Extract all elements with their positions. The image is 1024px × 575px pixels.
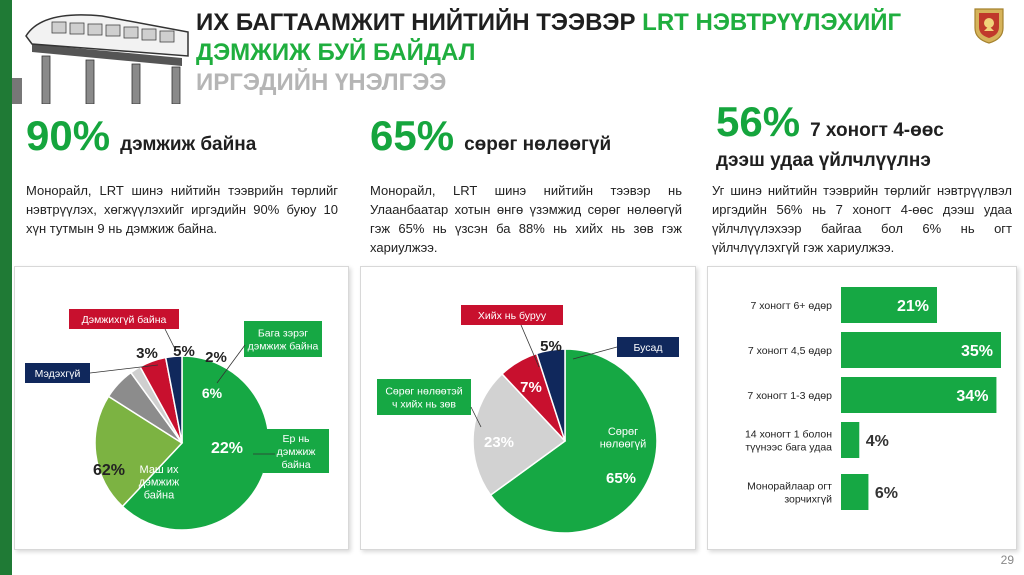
stat-support <box>26 112 256 160</box>
page-title-line1 <box>196 8 956 38</box>
pie1-value-6: 6% <box>201 385 223 401</box>
bar3-value-4: 6% <box>874 485 898 502</box>
title-prefix: ИХ БАГТААМЖИТ НИЙТИЙН ТЭЭВЭР <box>196 9 636 36</box>
page-number: 29 <box>1000 553 1014 567</box>
pie1-label-unknown: Мэдэхгүй <box>34 368 81 380</box>
bar3-category-3: 14 хоногт 1 болон түүнээс бага удаа <box>744 428 832 454</box>
bar3-value-1: 35% <box>960 343 993 360</box>
left-accent-bar <box>0 0 12 575</box>
pie2-value-5: 5% <box>540 338 562 355</box>
stat-frequency-label-line2: дээш удаа үйлчлүүлнэ <box>716 150 931 171</box>
title-block <box>196 8 956 98</box>
pie2-value-65: 65% <box>605 470 637 487</box>
pie2-label-other: Бусад <box>633 342 663 354</box>
pie2-label-effect-ok: Сөрөг нөлөөтэй ч хийх нь зөв <box>385 385 463 411</box>
bar3-bar-4 <box>841 474 868 510</box>
stat-frequency <box>716 98 944 146</box>
pie2-label-wrong: Хийх нь буруу <box>477 310 547 322</box>
pie2-value-23: 23% <box>483 434 515 451</box>
support-pie-chart <box>15 267 348 549</box>
page-title-line2: ДЭМЖИЖ БУЙ БАЙДАЛ <box>196 39 476 66</box>
stat-no-effect <box>370 112 611 160</box>
pie2-label-no-effect: Сөрөг нөлөөгүй <box>599 426 647 451</box>
desc-frequency: Уг шинэ нийтийн тээврийн төрлийг нэвтрүүлвэл иргэдийн 56% нь 7 хоногт 4-өөс дээш удаа үйлчлүүлэхээр байгаа бол 6% нь огт үйлчлүүлэхгүй гэж хариулжээ. <box>712 183 1012 255</box>
stat-no-effect-value: 65% <box>370 112 455 159</box>
pie1-value-3: 3% <box>136 345 158 362</box>
effect-pie-chart <box>361 267 695 549</box>
bar3-value-2: 34% <box>956 388 989 405</box>
bar3-value-0: 21% <box>896 298 929 315</box>
pie1-value-2: 2% <box>205 349 227 366</box>
bar3-category-0: 7 хоногт 6+ өдөр <box>750 300 832 312</box>
pie1-label-generally: Ер нь дэмжиж байна <box>276 433 316 471</box>
panel-frequency-bar <box>707 266 1017 550</box>
desc-support: Монорайл, LRT шинэ нийтийн тээврийн төрлийг нэвтрүүлэх, хөгжүүлэхийг иргэдийн 90% буюу 10 хүн тутмын 9 нь дэмжиж байна. <box>26 183 338 236</box>
panel-support-pie <box>14 266 349 550</box>
pie1-label-slightly: Бага зэрэг дэмжиж байна <box>247 327 319 353</box>
desc-no-effect: Монорайл, LRT шинэ нийтийн тээвэр нь Улаанбаатар хотын өнгө үзэмжид сөрөг нөлөөгүй гэж 65% нь үзсэн ба 88% нь хийх нь зөв гэж хариулжээ. <box>370 183 682 255</box>
bar3-bar-3 <box>841 422 859 458</box>
stat-support-value: 90% <box>26 112 111 159</box>
pie1-value-62: 62% <box>92 462 126 479</box>
pie1-value-5: 5% <box>173 343 195 360</box>
monorail-illustration <box>12 0 192 104</box>
bar3-value-3: 4% <box>865 433 889 450</box>
title-accent: LRT НЭВТРҮҮЛЭХИЙГ <box>642 9 902 36</box>
stat-no-effect-label: сөрөг нөлөөгүй <box>464 134 612 155</box>
bar3-category-1: 7 хоногт 4,5 өдөр <box>747 345 832 357</box>
panel-effect-pie <box>360 266 696 550</box>
bar3-category-2: 7 хоногт 1-3 өдөр <box>747 390 832 402</box>
stat-support-label: дэмжиж байна <box>120 134 257 155</box>
page-subtitle: ИРГЭДИЙН ҮНЭЛГЭЭ <box>196 69 447 96</box>
frequency-bar-chart <box>708 267 1016 549</box>
stat-frequency-value: 56% <box>716 98 801 145</box>
pie1-value-22: 22% <box>210 440 244 457</box>
city-emblem-icon <box>972 6 1006 44</box>
stat-frequency-label: 7 хоногт 4-өөс <box>810 120 944 141</box>
pie1-leader-no <box>165 329 175 349</box>
pie1-label-very-much: Маш их дэмжиж байна <box>138 464 180 502</box>
bar3-category-4: Монорайлаар огт зорчихгүй <box>747 480 832 506</box>
pie2-value-7: 7% <box>520 379 542 396</box>
pie1-label-no: Дэмжихгүй байна <box>81 314 167 326</box>
